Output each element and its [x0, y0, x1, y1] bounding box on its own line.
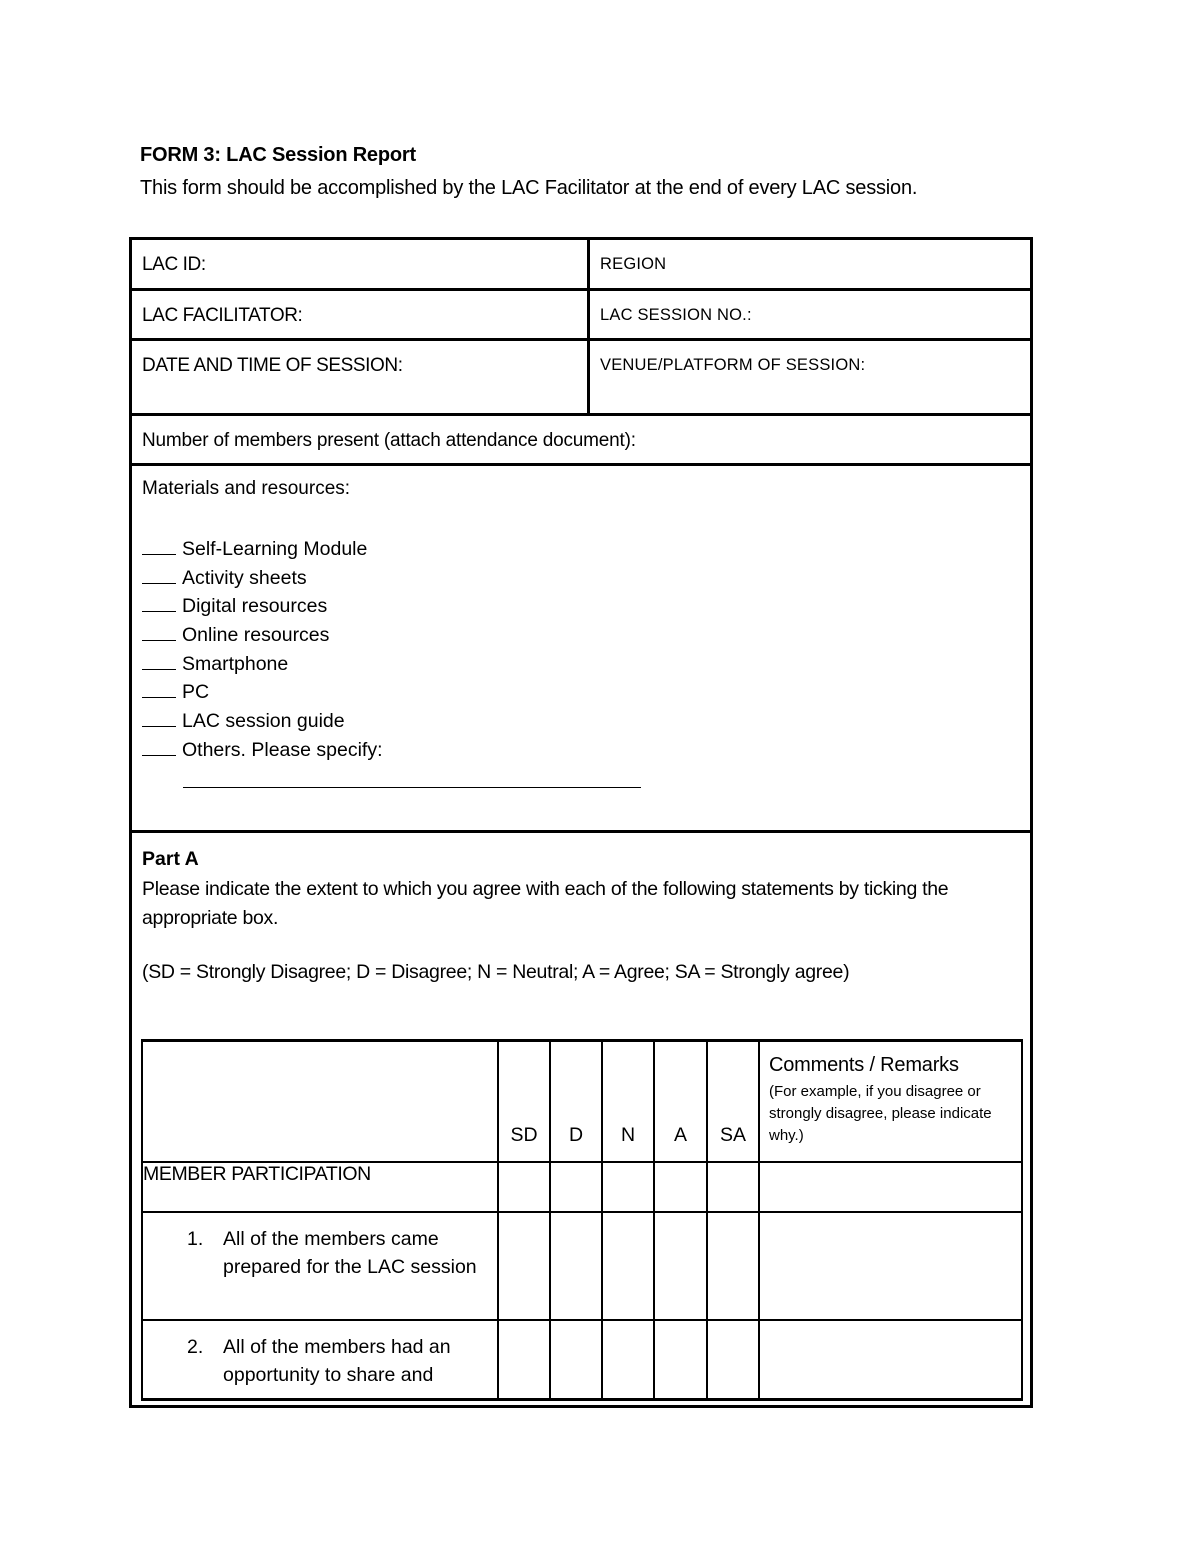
rating-cell[interactable]	[707, 1320, 759, 1400]
comments-title: Comments / Remarks	[769, 1054, 959, 1076]
others-specify-line[interactable]	[183, 787, 641, 788]
venue-label: VENUE/PLATFORM OF SESSION:	[600, 356, 866, 374]
comments-note: (For example, if you disagree or strongly disagree, please indicate why.)	[769, 1083, 992, 1144]
statement-cell	[142, 1212, 498, 1320]
scale-sa: SA	[707, 1041, 759, 1162]
part-a-legend: (SD = Strongly Disagree; D = Disagree; N = Neutral; A = Agree; SA = Strongly agree)	[142, 961, 850, 983]
list-item[interactable]: Smartphone	[142, 650, 383, 679]
list-item[interactable]: Activity sheets	[142, 564, 383, 593]
table-row	[142, 1162, 1022, 1212]
checkbox-blank[interactable]	[142, 651, 176, 670]
statement-text: All of the members came prepared for the LAC session	[223, 1227, 477, 1278]
comments-header-cell	[759, 1041, 1022, 1162]
rating-cell[interactable]	[550, 1162, 602, 1212]
region-field[interactable]	[590, 240, 1030, 288]
materials-title: Materials and resources:	[142, 478, 351, 499]
lac-session-no-label: LAC SESSION NO.:	[600, 306, 752, 324]
comments-cell[interactable]	[759, 1162, 1022, 1212]
rating-cell[interactable]	[550, 1212, 602, 1320]
report-form	[129, 237, 1033, 1408]
comments-cell[interactable]	[759, 1212, 1022, 1320]
rating-cell[interactable]	[707, 1162, 759, 1212]
checkbox-blank[interactable]	[142, 622, 176, 641]
region-label: REGION	[600, 255, 667, 273]
rating-cell[interactable]	[602, 1320, 654, 1400]
rating-cell[interactable]	[602, 1212, 654, 1320]
checkbox-blank[interactable]	[142, 536, 176, 555]
list-item[interactable]: LAC session guide	[142, 707, 383, 736]
venue-field[interactable]	[590, 341, 1030, 413]
checkbox-blank[interactable]	[142, 565, 176, 584]
list-item[interactable]: Online resources	[142, 621, 383, 650]
form-instruction: This form should be accomplished by the LAC Facilitator at the end of every LAC session.	[140, 177, 918, 199]
members-present-label: Number of members present (attach attendance document):	[142, 430, 636, 451]
checkbox-blank[interactable]	[142, 708, 176, 727]
row-date-venue	[132, 341, 1030, 416]
rating-cell[interactable]	[498, 1320, 550, 1400]
part-a-section	[132, 833, 1030, 1405]
table-row	[142, 1320, 1022, 1400]
rating-cell[interactable]	[498, 1162, 550, 1212]
rating-cell[interactable]	[654, 1212, 707, 1320]
members-present-field[interactable]	[132, 416, 1030, 466]
part-a-title: Part A	[142, 848, 199, 870]
rating-cell[interactable]	[602, 1162, 654, 1212]
checkbox-blank[interactable]	[142, 679, 176, 698]
statement-number: 1.	[187, 1227, 204, 1250]
table-row	[142, 1212, 1022, 1320]
row-facilitator-session	[132, 291, 1030, 341]
lac-facilitator-label: LAC FACILITATOR:	[142, 305, 303, 326]
statement-text: All of the members had an opportunity to share and	[223, 1335, 451, 1386]
list-item[interactable]: Others. Please specify:	[142, 736, 383, 765]
rating-cell[interactable]	[498, 1212, 550, 1320]
scale-a: A	[654, 1041, 707, 1162]
scale-n: N	[602, 1041, 654, 1162]
statement-header-cell	[142, 1041, 498, 1162]
comments-cell[interactable]	[759, 1320, 1022, 1400]
list-item[interactable]: Self-Learning Module	[142, 535, 383, 564]
list-item[interactable]: PC	[142, 678, 383, 707]
part-a-instruction: Please indicate the extent to which you agree with each of the following statements by ticking the appropriate box.	[142, 878, 949, 929]
lac-id-label: LAC ID:	[142, 254, 206, 275]
lac-facilitator-field[interactable]	[132, 291, 590, 338]
table-header-row	[142, 1041, 1022, 1162]
rating-cell[interactable]	[654, 1162, 707, 1212]
statement-cell	[142, 1320, 498, 1400]
date-time-field[interactable]	[132, 341, 590, 413]
list-item[interactable]: Digital resources	[142, 592, 383, 621]
lac-session-no-field[interactable]	[590, 291, 1030, 338]
rating-cell[interactable]	[707, 1212, 759, 1320]
materials-list	[142, 535, 383, 765]
rating-cell[interactable]	[654, 1320, 707, 1400]
form-title: FORM 3: LAC Session Report	[140, 144, 416, 166]
statement-number: 2.	[187, 1335, 204, 1358]
checkbox-blank[interactable]	[142, 593, 176, 612]
row-lac-id-region	[132, 240, 1030, 291]
rating-cell[interactable]	[550, 1320, 602, 1400]
scale-sd: SD	[498, 1041, 550, 1162]
section-label: MEMBER PARTICIPATION	[142, 1162, 498, 1212]
lac-id-field[interactable]	[132, 240, 590, 288]
scale-d: D	[550, 1041, 602, 1162]
materials-section	[132, 466, 1030, 833]
date-time-label: DATE AND TIME OF SESSION:	[142, 355, 403, 376]
rating-table	[141, 1039, 1023, 1401]
checkbox-blank[interactable]	[142, 737, 176, 756]
